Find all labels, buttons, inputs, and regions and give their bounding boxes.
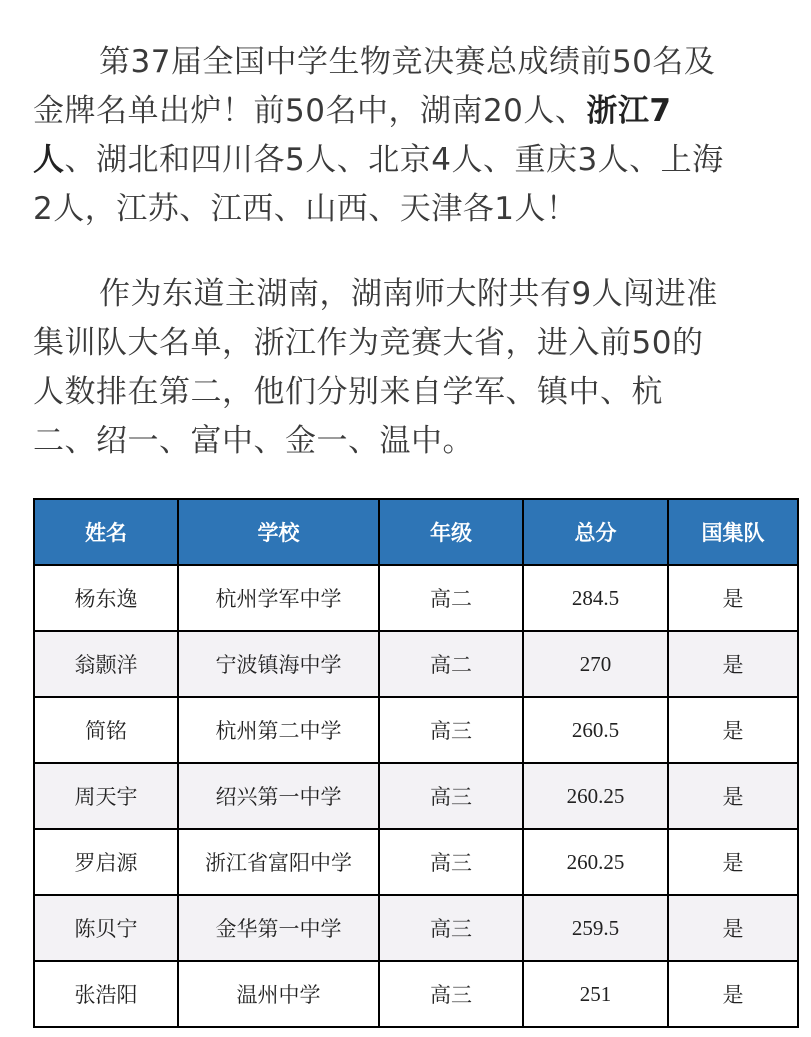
cell-score: 251 xyxy=(523,961,668,1027)
bold-text: 浙江7 xyxy=(586,93,672,129)
text-line: 作为东道主湖南，湖南师大附共有9人闯进准 xyxy=(99,276,718,312)
cell-national-team: 是 xyxy=(668,697,798,763)
cell-national-team: 是 xyxy=(668,763,798,829)
cell-school: 杭州学军中学 xyxy=(178,565,379,631)
cell-grade: 高三 xyxy=(379,961,523,1027)
text-span: 、湖北和四川各5人、北京4人、重庆3人、上海 xyxy=(64,142,724,178)
table-row xyxy=(34,763,798,829)
text-line: 人数排在第二，他们分别来自学军、镇中、杭 xyxy=(33,374,663,410)
cell-national-team: 是 xyxy=(668,565,798,631)
cell-school: 温州中学 xyxy=(178,961,379,1027)
cell-grade: 高三 xyxy=(379,895,523,961)
text-line: 集训队大名单，浙江作为竞赛大省，进入前50的 xyxy=(33,325,704,361)
paragraph-1 xyxy=(33,38,803,234)
cell-national-team: 是 xyxy=(668,631,798,697)
table-row xyxy=(34,961,798,1027)
table-row xyxy=(34,631,798,697)
text-line: 第37届全国中学生物竞决赛总成绩前50名及 xyxy=(99,44,716,80)
cell-grade: 高二 xyxy=(379,565,523,631)
cell-school: 浙江省富阳中学 xyxy=(178,829,379,895)
header-national-team: 国集队 xyxy=(668,499,798,565)
cell-score: 260.25 xyxy=(523,829,668,895)
cell-name: 罗启源 xyxy=(34,829,178,895)
cell-name: 周天宇 xyxy=(34,763,178,829)
header-grade: 年级 xyxy=(379,499,523,565)
table-row xyxy=(34,565,798,631)
header-school: 学校 xyxy=(178,499,379,565)
cell-name: 简铭 xyxy=(34,697,178,763)
text-line: 二、绍一、富中、金一、温中。 xyxy=(33,423,474,459)
cell-school: 绍兴第一中学 xyxy=(178,763,379,829)
cell-name: 翁颢洋 xyxy=(34,631,178,697)
text-span: 金牌名单出炉！前50名中，湖南20人、 xyxy=(33,93,587,129)
cell-grade: 高三 xyxy=(379,697,523,763)
table-row xyxy=(34,895,798,961)
table-header-row xyxy=(34,499,798,565)
table-row xyxy=(34,829,798,895)
cell-score: 259.5 xyxy=(523,895,668,961)
bold-text: 人 xyxy=(33,142,65,178)
cell-national-team: 是 xyxy=(668,961,798,1027)
header-name: 姓名 xyxy=(34,499,178,565)
table-row xyxy=(34,697,798,763)
cell-name: 张浩阳 xyxy=(34,961,178,1027)
cell-school: 杭州第二中学 xyxy=(178,697,379,763)
cell-score: 260.5 xyxy=(523,697,668,763)
paragraph-2 xyxy=(33,270,803,466)
text-line: 2人，江苏、江西、山西、天津各1人！ xyxy=(33,191,578,227)
cell-grade: 高二 xyxy=(379,631,523,697)
cell-school: 金华第一中学 xyxy=(178,895,379,961)
text-line xyxy=(33,87,803,136)
cell-name: 杨东逸 xyxy=(34,565,178,631)
cell-national-team: 是 xyxy=(668,895,798,961)
text-line xyxy=(33,136,803,185)
cell-score: 260.25 xyxy=(523,763,668,829)
cell-name: 陈贝宁 xyxy=(34,895,178,961)
results-table xyxy=(33,498,799,1028)
cell-grade: 高三 xyxy=(379,763,523,829)
header-score: 总分 xyxy=(523,499,668,565)
cell-national-team: 是 xyxy=(668,829,798,895)
cell-score: 284.5 xyxy=(523,565,668,631)
cell-grade: 高三 xyxy=(379,829,523,895)
cell-school: 宁波镇海中学 xyxy=(178,631,379,697)
cell-score: 270 xyxy=(523,631,668,697)
